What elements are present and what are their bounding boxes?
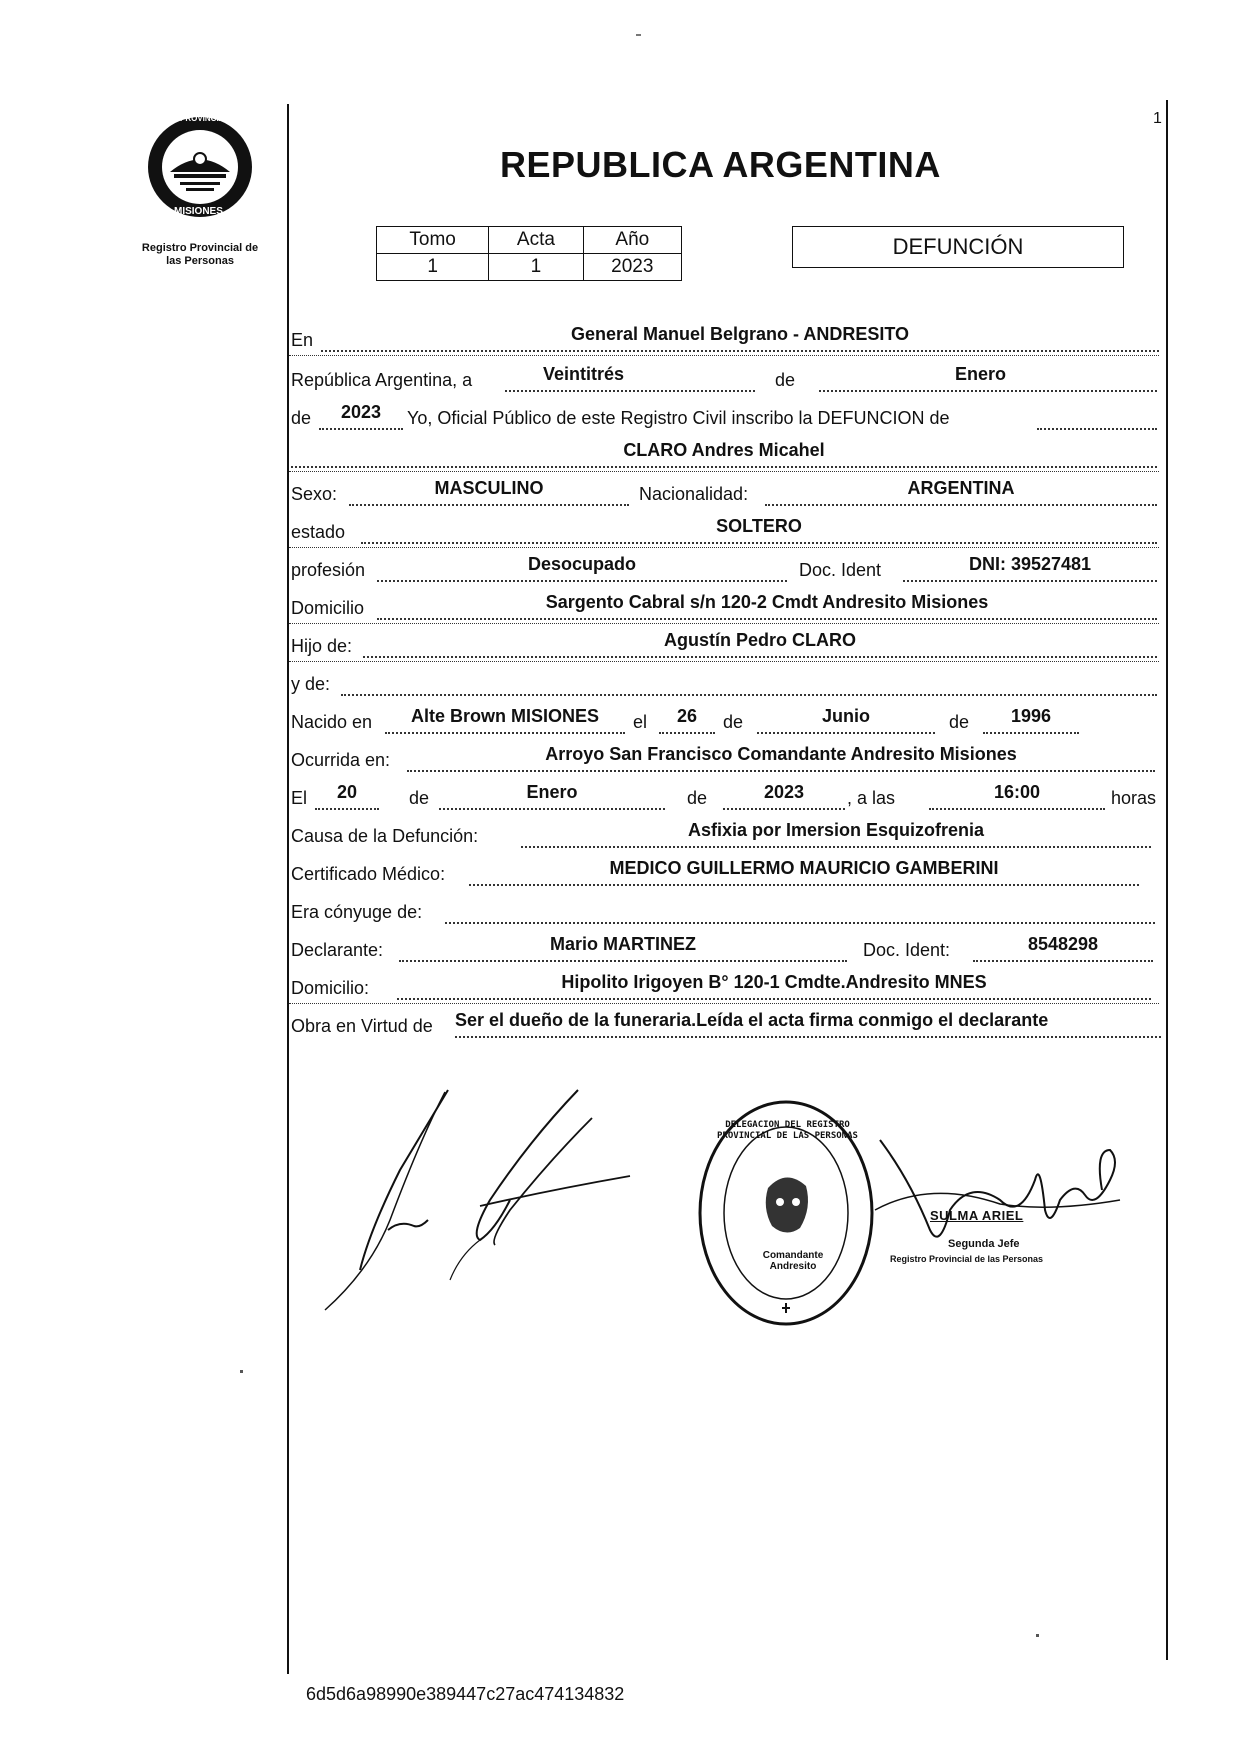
label-horas: horas — [1111, 788, 1157, 808]
value-anio: 2023 — [583, 254, 681, 281]
label-domicilio: Domicilio — [291, 598, 365, 618]
value-death-month: Enero — [526, 782, 578, 802]
label-obra-en-virtud: Obra en Virtud de — [291, 1016, 433, 1036]
label-a-las: , a las — [847, 788, 896, 808]
row-separator — [289, 661, 1159, 662]
misiones-emblem — [140, 112, 260, 222]
value-place: General Manuel Belgrano - ANDRESITO — [570, 324, 910, 344]
label-doc-ident-declarant: Doc. Ident: — [863, 940, 951, 960]
field-cause — [521, 816, 1151, 848]
field-civil-status — [361, 512, 1157, 544]
field-place — [321, 320, 1159, 352]
registry-label-line1: Registro Provincial de — [141, 242, 259, 254]
field-birth-month — [757, 702, 935, 734]
value-birth-month: Junio — [822, 706, 870, 726]
row-separator — [289, 1003, 1159, 1004]
value-death-place: Arroyo San Francisco Comandante Andresito Misiones — [545, 744, 1017, 764]
row-deceased — [289, 436, 1159, 472]
value-declarant-doc: 8548298 — [1027, 934, 1099, 954]
value-certificate: MEDICO GUILLERMO MAURICIO GAMBERINI — [609, 858, 999, 878]
registry-label — [120, 242, 280, 268]
field-profession — [377, 550, 787, 582]
label-declarante: Declarante: — [291, 940, 384, 960]
value-death-day: 20 — [336, 782, 358, 802]
value-year: 2023 — [340, 402, 382, 422]
value-declarant: Mario MARTINEZ — [550, 934, 696, 954]
registry-table-header — [377, 227, 682, 254]
value-nationality: ARGENTINA — [907, 478, 1015, 498]
document-hash: 6d5d6a98990e389447c27ac474134832 — [306, 1684, 625, 1704]
row-separator — [289, 547, 1159, 548]
row-mother — [289, 664, 1159, 700]
row-separator — [289, 623, 1159, 624]
field-address — [377, 588, 1157, 620]
field-death-time — [929, 778, 1105, 810]
field-declarant — [399, 930, 847, 962]
value-cause: Asfixia por Imersion Esquizofrenia — [687, 820, 985, 840]
label-de-year: de — [291, 408, 312, 428]
signature-stamp-line2: Segunda Jefe — [948, 1238, 1020, 1250]
label-sexo: Sexo: — [291, 484, 338, 504]
label-nacido-en: Nacido en — [291, 712, 373, 732]
field-declarant-doc — [973, 930, 1153, 962]
value-address: Sargento Cabral s/n 120-2 Cmdt Andresito Misiones — [545, 592, 989, 612]
value-capacity: Ser el dueño de la funeraria.Leída el acta firma conmigo el declarante — [455, 1010, 1049, 1030]
header-anio: Año — [583, 227, 681, 254]
label-statement: Yo, Oficial Público de este Registro Civil inscribo la DEFUNCION de — [407, 408, 950, 428]
value-tomo: 1 — [377, 254, 489, 281]
field-mother — [341, 664, 1157, 696]
row-father — [289, 626, 1159, 662]
field-father — [363, 626, 1157, 658]
field-capacity — [455, 1006, 1161, 1038]
label-de-month: de — [723, 712, 744, 732]
emblem-text-bottom: MISIONES — [174, 206, 223, 217]
field-deceased — [291, 436, 1157, 468]
field-birth-year — [983, 702, 1079, 734]
value-birth-day: 26 — [676, 706, 698, 726]
row-death-date — [289, 778, 1159, 814]
scan-speck — [240, 1370, 243, 1373]
row-spouse — [289, 892, 1159, 928]
row-address — [289, 588, 1159, 624]
row-year — [289, 398, 1159, 434]
row-civil-status — [289, 512, 1159, 548]
field-statement-tail — [1037, 398, 1157, 430]
document-type-box: DEFUNCIÓN — [792, 226, 1124, 268]
field-death-place — [407, 740, 1155, 772]
field-death-day — [315, 778, 379, 810]
officer-signature-icon — [320, 1080, 640, 1320]
row-declarant — [289, 930, 1159, 966]
value-acta: 1 — [489, 254, 583, 281]
row-separator — [289, 471, 1159, 472]
value-civil-status: SOLTERO — [716, 516, 802, 536]
value-day-words: Veintitrés — [543, 364, 625, 384]
label-de-birthyear: de — [949, 712, 970, 732]
value-sex: MASCULINO — [434, 478, 544, 498]
value-doc: DNI: 39527481 — [968, 554, 1092, 574]
field-month — [819, 360, 1157, 392]
label-nacionalidad: Nacionalidad: — [639, 484, 749, 504]
emblem-text-top: PROVINCIA — [180, 114, 225, 123]
label-conyuge: Era cónyuge de: — [291, 902, 423, 922]
field-nationality — [765, 474, 1157, 506]
label-de-death-month: de — [409, 788, 430, 808]
registry-table-values — [377, 254, 682, 281]
label-profesion: profesión — [291, 560, 366, 580]
registry-table — [376, 226, 682, 281]
label-en: En — [291, 330, 314, 350]
row-profession — [289, 550, 1159, 586]
page-number: 1 — [1153, 110, 1162, 127]
row-certificate — [289, 854, 1159, 890]
label-certificado: Certificado Médico: — [291, 864, 446, 884]
value-father: Agustín Pedro CLARO — [664, 630, 856, 650]
row-capacity — [289, 1006, 1159, 1042]
value-death-time: 16:00 — [993, 782, 1041, 802]
header-tomo: Tomo — [377, 227, 489, 254]
value-profession: Desocupado — [527, 554, 637, 574]
right-margin-line — [1166, 100, 1168, 1660]
label-doc-ident: Doc. Ident — [799, 560, 882, 580]
field-sex — [349, 474, 629, 506]
row-place — [289, 320, 1159, 356]
value-death-year: 2023 — [763, 782, 805, 802]
page-title: REPUBLICA ARGENTINA — [500, 144, 941, 185]
label-el: el — [633, 712, 648, 732]
row-date — [289, 360, 1159, 396]
label-causa: Causa de la Defunción: — [291, 826, 479, 846]
value-birthplace: Alte Brown MISIONES — [410, 706, 599, 726]
row-death-place — [289, 740, 1159, 776]
row-separator — [289, 355, 1159, 356]
label-de-death-year: de — [687, 788, 708, 808]
signature-stamp-line3: Registro Provincial de las Personas — [890, 1254, 1044, 1264]
field-death-month — [439, 778, 665, 810]
row-cause — [289, 816, 1159, 852]
signature-stamp-line1: SULMA ARIEL — [930, 1208, 1024, 1223]
row-sex — [289, 474, 1159, 510]
seal-ring-text: DELEGACION DEL REGISTRO PROVINCIAL DE LAS PERSONAS — [717, 1120, 858, 1141]
field-birth-day — [659, 702, 715, 734]
field-declarant-address — [397, 968, 1151, 1000]
field-day-words — [505, 360, 755, 392]
row-declarant-address — [289, 968, 1159, 1004]
field-certificate — [469, 854, 1139, 886]
registry-label-line2: las Personas — [166, 255, 234, 267]
field-year — [319, 398, 403, 430]
header-acta: Acta — [489, 227, 583, 254]
value-birth-year: 1996 — [1010, 706, 1052, 726]
value-month: Enero — [955, 364, 1007, 384]
label-el-death: El — [291, 788, 308, 808]
value-deceased: CLARO Andres Micahel — [623, 440, 825, 460]
row-birth — [289, 702, 1159, 738]
seal-inner-text: Comandante Andresito — [762, 1250, 824, 1272]
field-doc — [903, 550, 1157, 582]
value-declarant-address: Hipolito Irigoyen B° 120-1 Cmdte.Andresito MNES — [561, 972, 987, 992]
scan-speck — [636, 34, 641, 36]
field-spouse — [445, 892, 1155, 924]
field-death-year — [723, 778, 845, 810]
label-domicilio-declarant: Domicilio: — [291, 978, 370, 998]
field-birthplace — [385, 702, 625, 734]
label-de: de — [775, 370, 796, 390]
label-y-de: y de: — [291, 674, 331, 694]
label-ocurrida-en: Ocurrida en: — [291, 750, 391, 770]
scan-speck — [1036, 1634, 1039, 1637]
label-estado: estado — [291, 522, 346, 542]
label-republica: República Argentina, a — [291, 370, 473, 390]
label-hijo-de: Hijo de: — [291, 636, 353, 656]
